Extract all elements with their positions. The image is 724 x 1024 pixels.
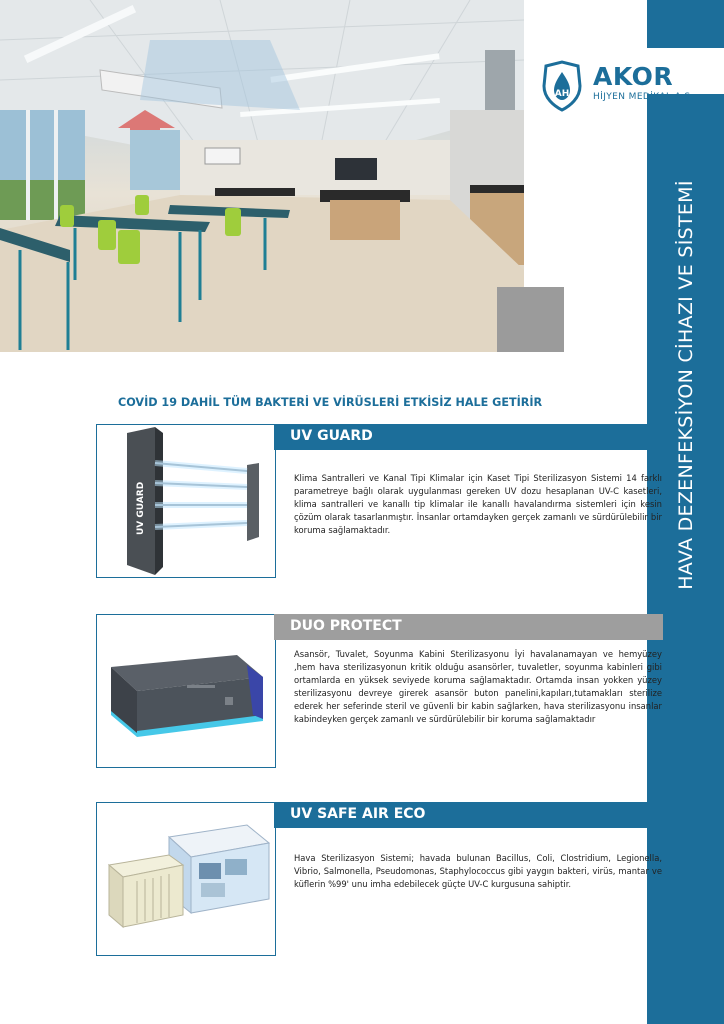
hero-photo-classroom: [0, 0, 524, 352]
decorative-gray-square: [497, 287, 564, 352]
product-name: UV GUARD: [290, 428, 373, 444]
product-name: DUO PROTECT: [290, 618, 402, 634]
product-image-duo-protect: [96, 614, 276, 768]
logo-monogram: AH: [554, 89, 570, 99]
product-name: UV SAFE AIR ECO: [290, 806, 426, 822]
brand-name: AKOR: [593, 62, 674, 91]
product-header: [274, 614, 663, 642]
product-description: Klima Santralleri ve Kanal Tipi Klimalar için Kaset Tipi Sterilizasyon Sistemi 14 farklı parametreye bağlı olarak uygulanması gereken UV dozu hesaplanan UV-C kasetleri, klima santralleri ve kanallı tip klimalar ile kanallı havalandırma sistemleri için kesin çözüm olarak tasarlanmıştır. İnsanlar ortamdayken gerçek zamanlı ve sürdürülebilir bir koruma sağlamaktadır.: [294, 473, 662, 536]
product-image-uv-guard: [96, 424, 276, 578]
brand-subtitle: HİJYEN MEDİKAL A.Ş.: [593, 92, 694, 102]
product-header: [274, 424, 663, 452]
product-header: [274, 802, 663, 830]
shield-logo-icon: [540, 58, 590, 114]
page-headline: COVİD 19 DAHİL TÜM BAKTERİ VE VİRÜSLERİ ETKİSİZ HALE GETİRİR: [118, 396, 543, 409]
product-description: Asansör, Tuvalet, Soyunma Kabini Sterilizasyonu İyi havalanamayan ve hemyüzey ,hem hava sterilizasyonun kritik olduğu asansörler, tuvaletler, soyunma kabinleri gibi ortamlarda en yüksek seviyede koruma sağlamaktadır. Ortamda insan yokken yüzey sterilizasyonu devreye girerek asansör buton panelini,kapıları,tutamakları sterilize ederek her seferinde steril ve güvenli bir kabin sağlarken, hava sterilizasyonu insanlar kabindeyken gerçek zamanlı ve sürdürülebilir bir koruma sağlamaktadır: [294, 649, 662, 725]
product-image-uv-safe-air-eco: [96, 802, 276, 956]
side-title: HAVA DEZENFEKSİYON CİHAZI VE SİSTEMİ: [675, 180, 697, 590]
product-description: Hava Sterilizasyon Sistemi; havada bulunan Bacillus, Coli, Clostridium, Legionella, Vibrio, Salmonella, Pseudomonas, Staphylococcus gibi yaygın bakteri, virüs, mantar ve küflerin %99' unu imha edebilecek güçte UV-C kurgusuna sahiptir.: [294, 853, 662, 890]
device-label: UV GUARD: [136, 481, 146, 535]
